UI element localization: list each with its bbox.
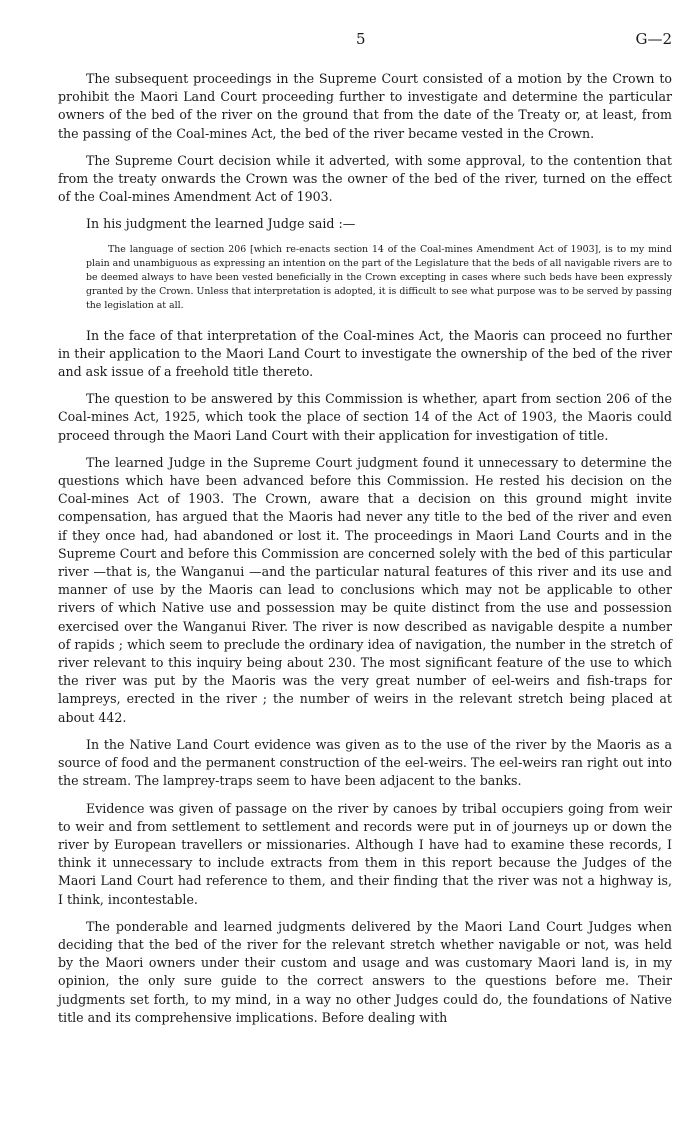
paragraph: In the face of that interpretation of the Coal-mines Act, the Maoris can proceed no further in their application to the Maori Land Court to investigate the ownership of the bed of the river and ask issue of a freehold title thereto. [58,327,672,380]
paragraph: The ponderable and learned judgments delivered by the Maori Land Court Judges when deciding that the bed of the river for the relevant stretch whether navigable or not, was held by the Maori owners under their custom and usage and was customary Maori land is, in my opinion, the only sure guide to the correct answers to the questions before me. Their judgments set forth, to my mind, in a way no other Judges could do, the foundations of Native title and its comprehensive implications. Before dealing with [58,918,672,1025]
page-header [58,0,672,60]
body-text [58,70,672,1027]
paragraph: The question to be answered by this Commission is whether, apart from section 206 of the Coal-mines Act, 1925, which took the place of section 14 of the Act of 1903, the Maoris could proceed through the Maori Land Court with their application for investigation of title. [58,391,672,443]
page-number: 5 [356,30,366,48]
block-quote: The language of section 206 [which re-enacts section 14 of the Coal-mines Amendment Act of 1903], is to my mind plain and unambiguous as expressing an intention on the part of the Legislature that the beds of all navigable rivers are to be deemed always to have been vested beneficially in the Crown excepting in cases where such beds have been expressly granted by the Crown. Unless that interpretation is adopted, it is difficult to see what purpose was to be served by passing the legislation at all. [86,243,672,311]
paragraph: Evidence was given of passage on the river by canoes by tribal occupiers going from weir to weir and from settlement to settlement and records were put in of journeys up or down the river by European travellers or missionaries. Although I have had to examine these records, I think it unnecessary to include extracts from them in this report because the Judges of the Maori Land Court had reference to them, and their finding that the river was not a highway is, I think, incontestable. [58,800,672,907]
paragraph: In the Native Land Court evidence was given as to the use of the river by the Maoris as a source of food and the permanent construction of the eel-weirs. The eel-weirs ran right out into the stream. The lamprey-traps seem to have been adjacent to the banks. [58,736,672,789]
paragraph: The subsequent proceedings in the Supreme Court consisted of a motion by the Crown to prohibit the Maori Land Court proceeding further to investigate and determine the particular owners of the bed of the river on the ground that from the date of the Treaty or, at least, from the passing of the Coal-mines Act, the bed of the river became vested in the Crown. [58,71,672,141]
paragraph: In his judgment the learned Judge said :— [86,216,356,232]
document-reference: G—2 [635,30,672,48]
paragraph: The learned Judge in the Supreme Court judgment found it unnecessary to determine the questions which have been advanced before this Commission. He rested his decision on the Coal-mines Act of 1903. The Crown, aware that a decision on this ground might invite compensation, has argued that the Maoris had never any title to the bed of the river and even if they once had, had abandoned or lost it. The proceedings in Maori Land Courts and in the Supreme Court and before this Commission are concerned solely with the bed of this particular river —that is, the Wanganui —and the particular natural features of this river and its use and manner of use by the Maoris can lead to conclusions which may not be applicable to other rivers of which Native use and possession may be quite distinct from the use and possession exercised over the Wanganui River. The river is now described as navigable despite a number of rapids ; which seem to preclude the ordinary idea of navigation, the number in the stretch of river relevant to this inquiry being about 230. The most significant feature of the use to which the river was put by the Maoris was the very great number of eel-weirs and fish-traps for lampreys, erected in the river ; the number of weirs in the relevant stretch being placed at about 442. [58,454,672,725]
paragraph: The Supreme Court decision while it adverted, with some approval, to the contention that from the treaty onwards the Crown was the owner of the bed of the river, turned on the effect of the Coal-mines Amendment Act of 1903. [58,152,672,205]
